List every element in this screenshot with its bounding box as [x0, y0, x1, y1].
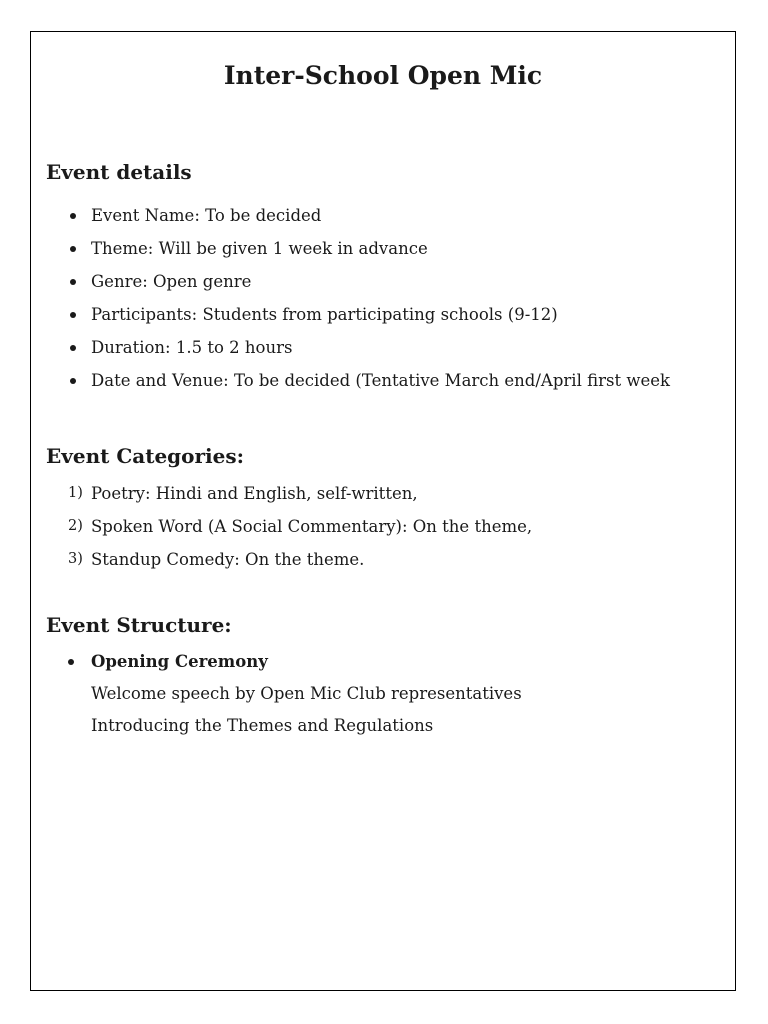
list-number: 2)	[68, 518, 83, 534]
structure-item-line: Welcome speech by Open Mic Club representatives	[91, 684, 522, 703]
section-heading-event-details: Event details	[46, 160, 192, 184]
event-structure-block	[46, 646, 522, 742]
event-categories-list	[46, 477, 532, 576]
document-title: Inter-School Open Mic	[223, 61, 543, 90]
list-item	[46, 543, 532, 576]
list-number: 1)	[68, 485, 83, 501]
list-number: 3)	[68, 551, 83, 567]
event-details-list	[46, 199, 670, 397]
list-item: Participants: Students from participating schools (9-12)	[46, 298, 670, 331]
list-item: Theme: Will be given 1 week in advance	[46, 232, 670, 265]
list-item-text: Spoken Word (A Social Commentary): On the theme,	[91, 517, 533, 536]
structure-item-title: Opening Ceremony	[46, 646, 522, 678]
list-item-text: Standup Comedy: On the theme.	[91, 550, 365, 569]
section-heading-event-categories: Event Categories:	[46, 444, 244, 468]
list-item: Genre: Open genre	[46, 265, 670, 298]
list-item: Event Name: To be decided	[46, 199, 670, 232]
structure-item-line: Introducing the Themes and Regulations	[91, 716, 434, 735]
list-item: Duration: 1.5 to 2 hours	[46, 331, 670, 364]
section-heading-event-structure: Event Structure:	[46, 613, 232, 637]
document-page	[30, 31, 736, 991]
list-item-text: Poetry: Hindi and English, self-written,	[91, 484, 418, 503]
list-item: Date and Venue: To be decided (Tentative March end/April first week	[46, 364, 670, 397]
list-item	[46, 510, 532, 543]
list-item	[46, 477, 532, 510]
